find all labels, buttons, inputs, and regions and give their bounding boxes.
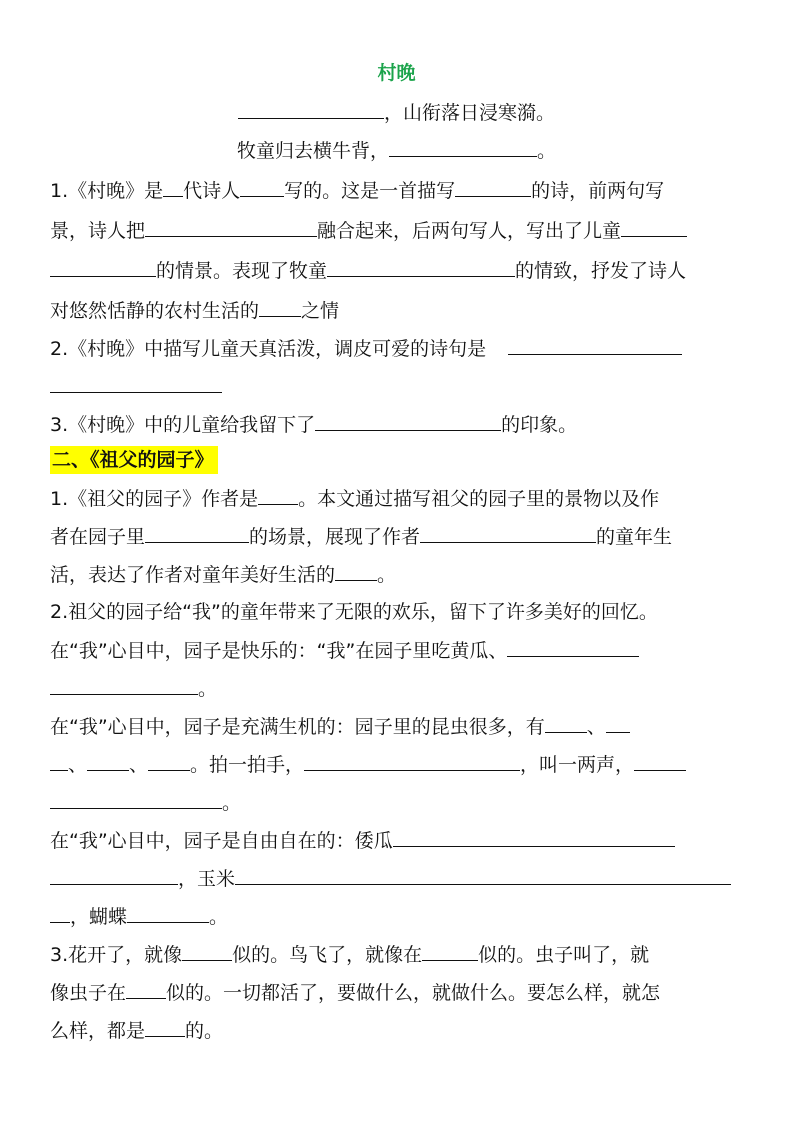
answer-blank[interactable]: [304, 750, 520, 771]
answer-blank[interactable]: [422, 940, 478, 961]
section-2-heading-row: [50, 446, 218, 474]
answer-blank[interactable]: [126, 978, 166, 999]
s2-question-2-line-6: 。: [50, 788, 241, 817]
s2-question-2-line-4: 在“我”心目中，园子是充满生机的：园子里的昆虫很多，有 、: [50, 712, 630, 741]
s2-question-2-line-3: 。: [50, 674, 217, 703]
answer-blank[interactable]: [508, 334, 682, 355]
answer-blank[interactable]: [145, 522, 249, 543]
answer-blank[interactable]: [50, 864, 178, 885]
answer-blank[interactable]: [50, 674, 198, 695]
answer-blank[interactable]: [50, 372, 222, 393]
s2-question-2-line-1: 2.祖父的园子给“我”的童年带来了无限的欢乐，留下了许多美好的回忆。: [50, 601, 658, 623]
answer-blank[interactable]: [258, 484, 298, 505]
answer-blank[interactable]: [50, 902, 70, 923]
s2-question-1-line-1: 1.《祖父的园子》作者是 。本文通过描写祖父的园子里的景物以及作: [50, 484, 659, 513]
s2-question-1-line-2: 者在园子里 的场景，展现了作者 的童年生: [50, 522, 672, 551]
answer-blank[interactable]: [327, 256, 515, 277]
answer-blank[interactable]: [389, 136, 537, 157]
answer-blank[interactable]: [606, 712, 630, 733]
answer-blank[interactable]: [148, 750, 190, 771]
answer-blank[interactable]: [145, 1016, 185, 1037]
answer-blank[interactable]: [507, 636, 639, 657]
answer-blank[interactable]: [163, 176, 183, 197]
answer-blank[interactable]: [259, 296, 301, 317]
s2-question-3-line-2: 像虫子在 似的。一切都活了，要做什么，就做什么。要怎么样，就怎: [50, 978, 660, 1007]
answer-blank[interactable]: [235, 864, 731, 885]
s2-question-3-line-1: 3.花开了，就像 似的。鸟飞了，就像在 似的。虫子叫了，就: [50, 940, 649, 969]
s2-question-3-line-3: 么样，都是 的。: [50, 1016, 223, 1045]
question-3-line-1: 3.《村晚》中的儿童给我留下了 的印象。: [50, 410, 577, 439]
answer-blank[interactable]: [393, 826, 675, 847]
answer-blank[interactable]: [335, 560, 377, 581]
poem-line-1: ，山衔落日浸寒漪。: [0, 98, 793, 127]
question-1-line-1: 1.《村晚》是 代诗人 写的。这是一首描写 的诗，前两句写: [50, 176, 664, 205]
s2-question-2-line-5: 、 、 。拍一拍手， ，叫一两声，: [50, 750, 686, 779]
question-1-line-2: 景，诗人把 融合起来，后两句写人，写出了儿童: [50, 216, 687, 245]
answer-blank[interactable]: [634, 750, 686, 771]
section-heading: 二、《祖父的园子》: [50, 446, 218, 474]
question-1-line-4: 对悠然恬静的农村生活的 之情: [50, 296, 339, 325]
answer-blank[interactable]: [87, 750, 129, 771]
answer-blank[interactable]: [50, 256, 156, 277]
answer-blank[interactable]: [50, 750, 68, 771]
answer-blank[interactable]: [145, 216, 317, 237]
poem-title: 村晚: [377, 62, 416, 84]
answer-blank[interactable]: [50, 788, 222, 809]
question-2-line-1: 2.《村晚》中描写儿童天真活泼，调皮可爱的诗句是: [50, 334, 682, 363]
s2-question-1-line-3: 活，表达了作者对童年美好生活的 。: [50, 560, 396, 589]
answer-blank[interactable]: [420, 522, 596, 543]
answer-blank[interactable]: [240, 176, 284, 197]
s2-question-2-line-2: 在“我”心目中，园子是快乐的：“我”在园子里吃黄瓜、: [50, 636, 639, 665]
s2-question-2-line-9: ，蝴蝶 。: [50, 902, 228, 931]
answer-blank[interactable]: [238, 98, 384, 119]
answer-blank[interactable]: [182, 940, 232, 961]
answer-blank[interactable]: [315, 410, 501, 431]
question-2-line-2: [50, 372, 222, 401]
answer-blank[interactable]: [455, 176, 531, 197]
question-1-line-3: 的情景。表现了牧童 的情致，抒发了诗人: [50, 256, 686, 285]
poem-line-2: 牧童归去横牛背， 。: [0, 136, 793, 165]
answer-blank[interactable]: [545, 712, 587, 733]
answer-blank[interactable]: [127, 902, 209, 923]
s2-question-2-line-8: ，玉米: [50, 864, 731, 893]
s2-question-2-line-7: 在“我”心目中，园子是自由自在的：倭瓜: [50, 826, 675, 855]
answer-blank[interactable]: [621, 216, 687, 237]
